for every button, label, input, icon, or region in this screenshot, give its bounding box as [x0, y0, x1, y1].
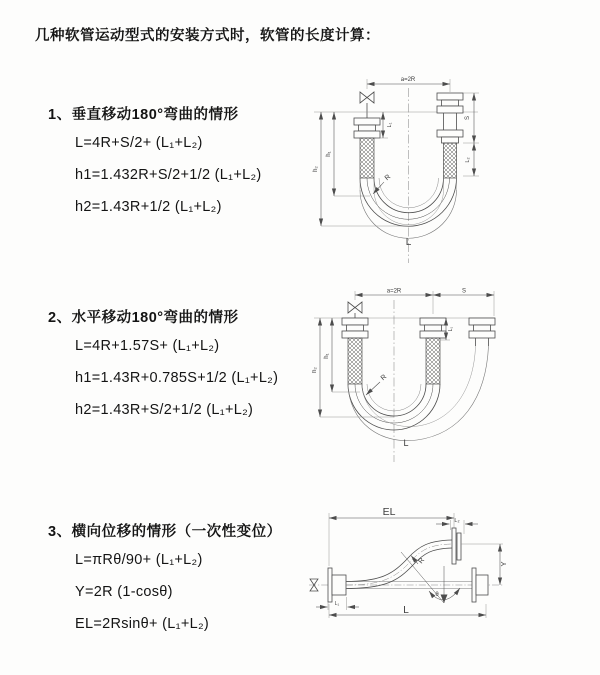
angle-construction	[401, 552, 460, 603]
dim-label-l1: L₁	[387, 122, 393, 128]
formula-line: h2=1.43R+S/2+1/2 (L₁+L₂)	[75, 402, 254, 418]
radius-leader	[411, 556, 426, 566]
dim-label-y: Y	[499, 561, 508, 567]
dimension-length	[329, 604, 486, 618]
straight-pipe-original-position	[347, 568, 488, 602]
dimension-span	[355, 289, 494, 317]
dim-label-h2: h₂	[313, 166, 319, 172]
dimension-stroke-s	[463, 93, 479, 176]
dimension-y	[499, 544, 508, 585]
dim-label-radius: R	[417, 556, 427, 566]
section-vertical-movement	[48, 103, 262, 219]
dim-label-h2: h₂	[312, 367, 318, 373]
dim-label-l2: L₂	[465, 157, 471, 163]
formula-line: h1=1.43R+0.785S+1/2 (L₁+L₂)	[75, 370, 279, 386]
formula-line: h2=1.43R+1/2 (L₁+L₂)	[75, 199, 222, 215]
formula-line: EL=2Rsinθ+ (L₁+L₂)	[75, 616, 210, 632]
right-pipe-fitting	[437, 93, 463, 178]
formula-line: L=πRθ/90+ (L₁+L₂)	[75, 552, 203, 568]
diagram-lateral-displacement	[303, 500, 600, 660]
formula-line: L=4R+S/2+ (L₁+L₂)	[75, 135, 203, 151]
page-title: 几种软管运动型式的安装方式时，软管的长度计算：	[35, 28, 380, 44]
dim-label-h1: h₁	[324, 353, 330, 359]
dim-label-span: a=2R	[386, 288, 402, 295]
diagram-horizontal-180-bend	[312, 282, 599, 472]
section-lateral-displacement	[48, 520, 282, 636]
dim-label-span: a=2R	[400, 77, 416, 83]
dim-label-l2: L₂	[454, 518, 460, 524]
hose-moved-position	[348, 346, 489, 441]
upper-flange-moved	[452, 528, 503, 564]
dimension-l1	[316, 597, 359, 610]
valve-icon	[348, 302, 362, 318]
section-heading: 3、横向位移的情形（一次性变位）	[48, 524, 282, 540]
dimension-el	[329, 506, 454, 566]
dim-label-s: S	[461, 288, 467, 295]
dim-label-el: EL	[382, 506, 396, 518]
dim-label-l1: L₁	[448, 326, 454, 332]
formula-line: Y=2R (1-cosθ)	[75, 584, 173, 600]
dim-label-radius: R	[383, 173, 393, 183]
dim-label-length: L	[403, 605, 409, 616]
hose-u-bend	[348, 384, 440, 430]
formula-line: h1=1.432R+S/2+1/2 (L₁+L₂)	[75, 167, 262, 183]
section-heading: 2、水平移动180°弯曲的情形	[48, 310, 239, 326]
dim-label-s: S	[465, 115, 471, 121]
dimension-l2	[436, 518, 478, 534]
left-flange	[328, 568, 346, 602]
radius-leader	[373, 174, 392, 194]
dim-label-length: L	[403, 438, 409, 448]
right-pipe-fitting	[469, 318, 495, 346]
section-horizontal-movement	[48, 306, 278, 422]
left-pipe-fitting	[354, 118, 380, 178]
formula-line: L=4R+1.57S+ (L₁+L₂)	[75, 338, 220, 354]
radius-leader	[366, 374, 388, 395]
dim-label-h1: h₁	[326, 151, 332, 157]
dim-label-l1: L₁	[334, 601, 340, 607]
left-pipe-fitting	[342, 318, 368, 384]
dim-label-radius: R	[379, 373, 389, 383]
diagram-vertical-180-bend	[312, 68, 587, 268]
middle-pipe-fitting	[420, 318, 446, 384]
dim-label-theta: θ	[435, 592, 439, 598]
section-heading: 1、垂直移动180°弯曲的情形	[48, 107, 239, 123]
valve-icon	[360, 92, 374, 118]
dim-label-length: L	[405, 237, 412, 248]
